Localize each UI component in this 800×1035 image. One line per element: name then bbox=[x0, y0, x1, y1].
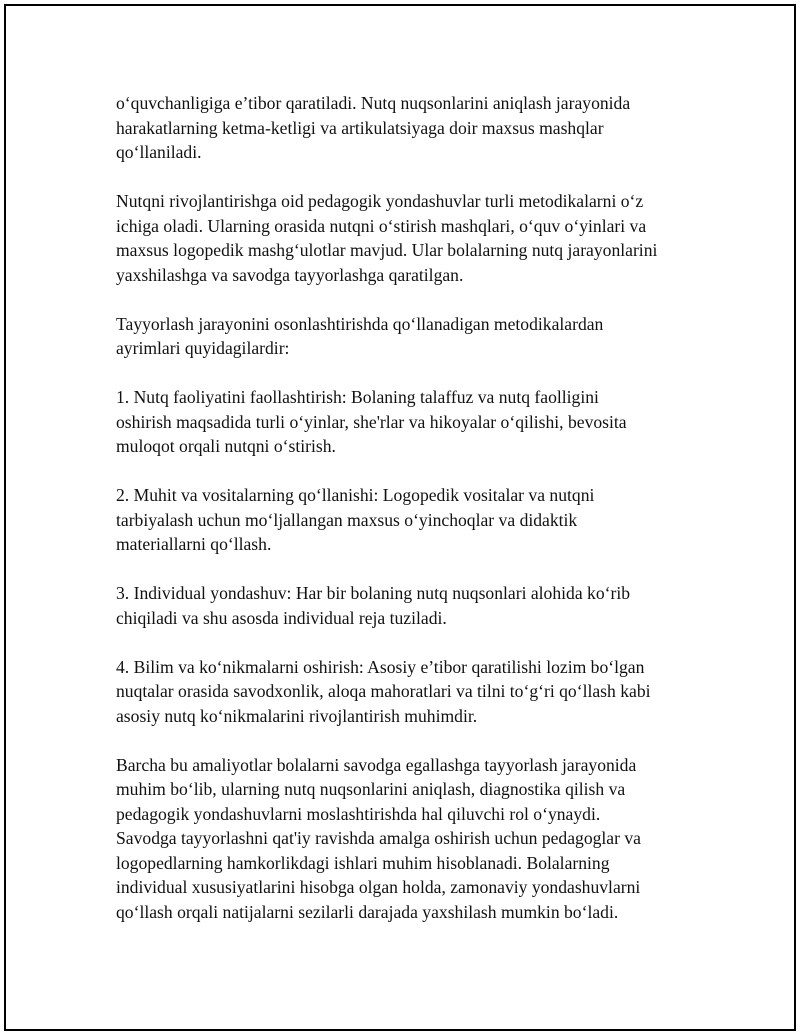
text-line: qo‘llaniladi. bbox=[116, 142, 202, 162]
text-line: ayrimlari quyidagilardir: bbox=[116, 338, 290, 358]
list-item-3 bbox=[116, 581, 706, 630]
text-line: Nutqni rivojlantirishga oid pedagogik yondashuvlar turli metodikalarni o‘z bbox=[116, 191, 644, 211]
text-line: muhim bo‘lib, ularning nutq nuqsonlarini aniqlash, diagnostika qilish va bbox=[116, 779, 626, 799]
text-line: o‘quvchanligiga e’tibor qaratiladi. Nutq nuqsonlarini aniqlash jarayonida bbox=[116, 93, 631, 113]
text-line: 3. Individual yondashuv: Har bir bolaning nutq nuqsonlari alohida ko‘rib bbox=[116, 583, 631, 603]
text-line: 2. Muhit va vositalarning qo‘llanishi: Logopedik vositalar va nutqni bbox=[116, 485, 595, 505]
text-line: muloqot orqali nutqni o‘stirish. bbox=[116, 436, 336, 456]
list-item-4 bbox=[116, 655, 706, 729]
document-body bbox=[116, 91, 706, 949]
text-line: chiqiladi va shu asosda individual reja tuziladi. bbox=[116, 607, 447, 628]
paragraph-intro-continued bbox=[116, 91, 706, 165]
paragraph-conclusion bbox=[116, 753, 706, 925]
text-line: logopedlarning hamkorlikdagi ishlari muhim hisoblanadi. Bolalarning bbox=[116, 852, 610, 873]
list-item-2 bbox=[116, 483, 706, 557]
text-line: nuqtalar orasida savodxonlik, aloqa mahoratlari va tilni to‘g‘ri qo‘llash kabi bbox=[116, 681, 651, 701]
text-line: oshirish maqsadida turli o‘yinlar, she'rlar va hikoyalar o‘qilishi, bevosita bbox=[116, 411, 627, 432]
text-line: harakatlarning ketma-ketligi va artikulatsiyaga doir maxsus mashqlar bbox=[116, 117, 604, 138]
paragraph-methods-intro bbox=[116, 312, 706, 361]
text-line: asosiy nutq ko‘nikmalarini rivojlantirish muhimdir. bbox=[116, 705, 478, 726]
text-line: individual xususiyatlarini hisobga olgan holda, zamonaviy yondashuvlarni bbox=[116, 877, 641, 897]
text-line: 4. Bilim va ko‘nikmalarni oshirish: Asosiy e’tibor qaratilishi lozim bo‘lgan bbox=[116, 656, 645, 677]
text-line: qo‘llash orqali natijalarni sezilarli darajada yaxshilash mumkin bo‘ladi. bbox=[116, 901, 619, 922]
text-line: Tayyorlash jarayonini osonlashtirishda qo‘llanadigan metodikalardan bbox=[116, 313, 604, 334]
list-item-1 bbox=[116, 385, 706, 459]
text-line: maxsus logopedik mashg‘ulotlar mavjud. Ular bolalarning nutq jarayonlarini bbox=[116, 240, 658, 260]
text-line: yaxshilashga va savodga tayyorlashga qaratilgan. bbox=[116, 264, 464, 285]
paragraph-pedagogical-approaches bbox=[116, 189, 706, 287]
text-line: 1. Nutq faoliyatini faollashtirish: Bolaning talaffuz va nutq faolligini bbox=[116, 387, 599, 407]
text-line: Barcha bu amaliyotlar bolalarni savodga egallashga tayyorlash jarayonida bbox=[116, 754, 637, 775]
text-line: Savodga tayyorlashni qat'iy ravishda amalga oshirish uchun pedagoglar va bbox=[116, 828, 641, 848]
text-line: materiallarni qo‘llash. bbox=[116, 534, 272, 554]
text-line: tarbiyalash uchun mo‘ljallangan maxsus o‘yinchoqlar va didaktik bbox=[116, 509, 578, 530]
text-line: ichiga oladi. Ularning orasida nutqni o‘stirish mashqlari, o‘quv o‘yinlari va bbox=[116, 215, 647, 236]
text-line: pedagogik yondashuvlarni moslashtirishda hal qiluvchi rol o‘ynaydi. bbox=[116, 803, 601, 824]
